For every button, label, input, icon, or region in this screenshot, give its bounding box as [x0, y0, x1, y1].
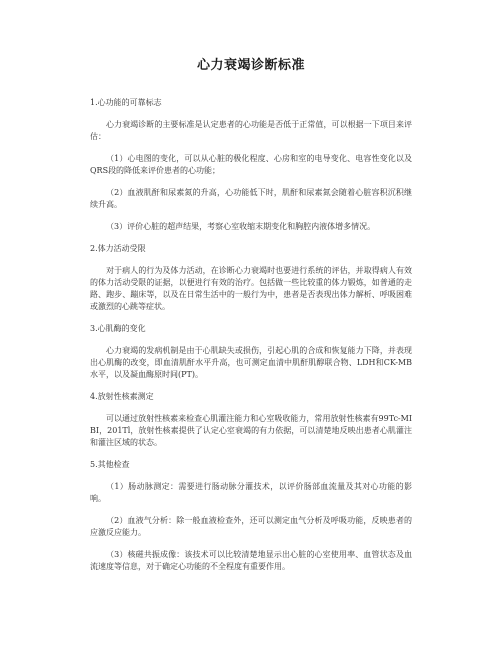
section-heading: 1.心功能的可靠标志 — [90, 98, 162, 107]
list-item: （1）肠动脉测定：需要进行肠动脉分灌技术，以评价肠部血流量及其对心功能的影响。 — [90, 482, 412, 503]
list-item: （1）心电图的变化，可以从心脏的极化程度、心房和室的电导变化、电容性变化以及QRS段的降低来评价患者的心功能； — [90, 154, 412, 175]
section-heading: 3.心肌酶的变化 — [90, 324, 146, 333]
page-title: 心力衰竭诊断标准 — [196, 58, 305, 73]
section-3 — [90, 323, 412, 381]
section-intro: 心力衰竭诊断的主要标准是认定患者的心功能是否低于正常值，可以根据一下项目来评估： — [90, 120, 412, 141]
section-intro: 可以通过放射性核素来检查心肌灌注能力和心室吸收能力，常用放射性核素有99Tc-MIBI，201Tl，放射性核素提供了认定心室衰竭的有力依据，可以清楚地反映出患者心肌灌注和灌注区域的状态。 — [90, 414, 412, 447]
section-2 — [90, 243, 412, 313]
section-1 — [90, 97, 412, 233]
list-item: （3）评价心脏的超声结果，考察心室收缩末期变化和胸腔内液体增多情况。 — [106, 222, 376, 231]
section-intro: 对于病人的行为及体力活动，在诊断心力衰竭时也要进行系统的评估，并取得病人有效的体力活动受限的证据，以便进行有效的治疗。包括做一些比较重的体力锻炼，如普通的走路、跑步、蹦床等，以及在日常生活中的一般行为中，患者是否表现出体力解析、呼吸困难或激烈的心跳等症状。 — [90, 266, 412, 311]
section-heading: 5.其他检查 — [90, 460, 130, 469]
section-5 — [90, 459, 412, 573]
section-heading: 2.体力活动受限 — [90, 244, 146, 253]
section-heading: 4.放射性核素测定 — [90, 392, 154, 401]
list-item: （3）核磁共振成像：该技术可以比较清楚地显示出心脏的心室使用率、血管状态及血流速度等信息，对于确定心功能的不全程度有重要作用。 — [90, 550, 412, 571]
section-4 — [90, 391, 412, 449]
list-item: （2）血液肌酐和尿素氮的升高，心功能低下时，肌酐和尿素氮会随着心脏容积沉积继续升高。 — [90, 188, 412, 209]
list-item: （2）血液气分析：除一般血液检查外，还可以测定血气分析及呼吸功能，反映患者的应激反应能力。 — [90, 516, 412, 537]
section-intro: 心力衰竭的发病机制是由于心肌缺失或损伤，引起心肌的合成和恢复能力下降，并表现出心肌酶的改变，即血清肌酐水平升高，也可测定血清中肌酐肌醇联合物、LDH和CK-MB水平，以及凝血酶原时间(PT)。 — [90, 346, 412, 379]
